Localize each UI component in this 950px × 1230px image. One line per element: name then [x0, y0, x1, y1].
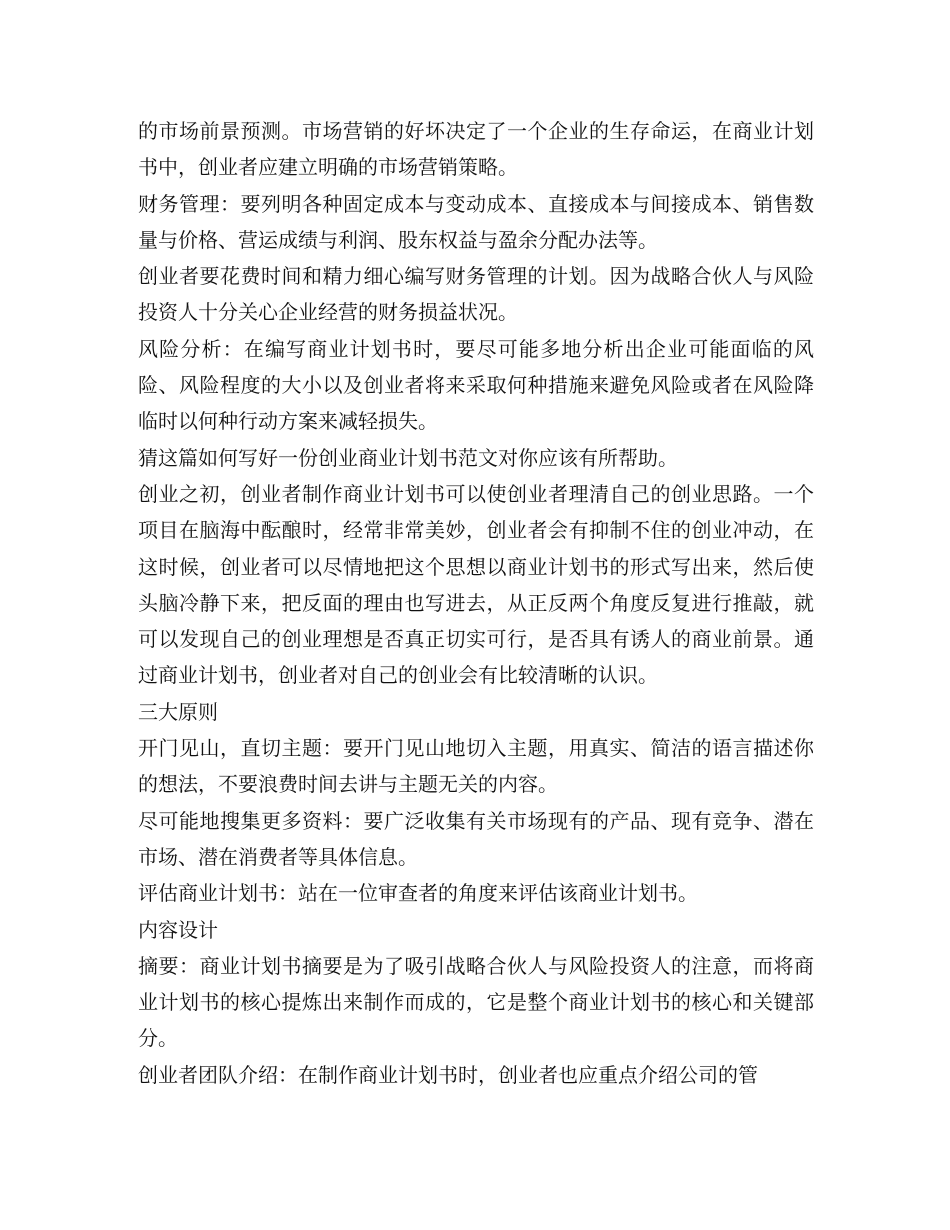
- paragraph-risk-analysis: 风险分析：在编写商业计划书时，要尽可能多地分析出企业可能面临的风险、风险程度的大小以及创业者将来采取何种措施来避免风险或者在风险降临时以何种行动方案来减轻损失。: [138, 336, 814, 434]
- document-body: [138, 113, 814, 1093]
- paragraph-market-prospect: 的市场前景预测。市场营销的好坏决定了一个企业的生存命运，在商业计划书中，创业者应建立明确的市场营销策略。: [138, 119, 814, 180]
- paragraph-closing-note: 猜这篇如何写好一份创业商业计划书范文对你应该有所帮助。: [138, 445, 678, 470]
- paragraph-evaluate-plan: 评估商业计划书：站在一位审查者的角度来评估该商业计划书。: [138, 881, 698, 906]
- paragraph-startup-thinking: 创业之初，创业者制作商业计划书可以使创业者理清自己的创业思路。一个项目在脑海中酝酿时，经常非常美妙，创业者会有抑制不住的创业冲动，在这时候，创业者可以尽情地把这个思想以商业计划书的形式写出来，然后使头脑冷静下来，把反面的理由也写进去，从正反两个角度反复进行推敲，就可以发现自己的创业理想是否真正切实可行，是否具有诱人的商业前景。通过商业计划书，创业者对自己的创业会有比较清晰的认识。: [138, 481, 814, 688]
- paragraph-financial-management: 财务管理：要列明各种固定成本与变动成本、直接成本与间接成本、销售数量与价格、营运成绩与利润、股东权益与盈余分配办法等。: [138, 191, 814, 252]
- paragraph-collect-data: 尽可能地搜集更多资料：要广泛收集有关市场现有的产品、现有竞争、潜在市场、潜在消费者等具体信息。: [138, 808, 814, 869]
- paragraph-summary: 摘要：商业计划书摘要是为了吸引战略合伙人与风险投资人的注意，而将商业计划书的核心提炼出来制作而成的，它是整个商业计划书的核心和关键部分。: [138, 953, 814, 1051]
- paragraph-financial-plan: 创业者要花费时间和精力细心编写财务管理的计划。因为战略合伙人与风险投资人十分关心企业经营的财务损益状况。: [138, 264, 814, 325]
- heading-content-design: 内容设计: [138, 917, 218, 942]
- paragraph-team-introduction: 创业者团队介绍：在制作商业计划书时，创业者也应重点介绍公司的管: [138, 1062, 758, 1087]
- heading-three-principles: 三大原则: [138, 699, 218, 724]
- paragraph-get-to-the-point: 开门见山，直切主题：要开门见山地切入主题，用真实、简洁的语言描述你的想法，不要浪费时间去讲与主题无关的内容。: [138, 736, 814, 797]
